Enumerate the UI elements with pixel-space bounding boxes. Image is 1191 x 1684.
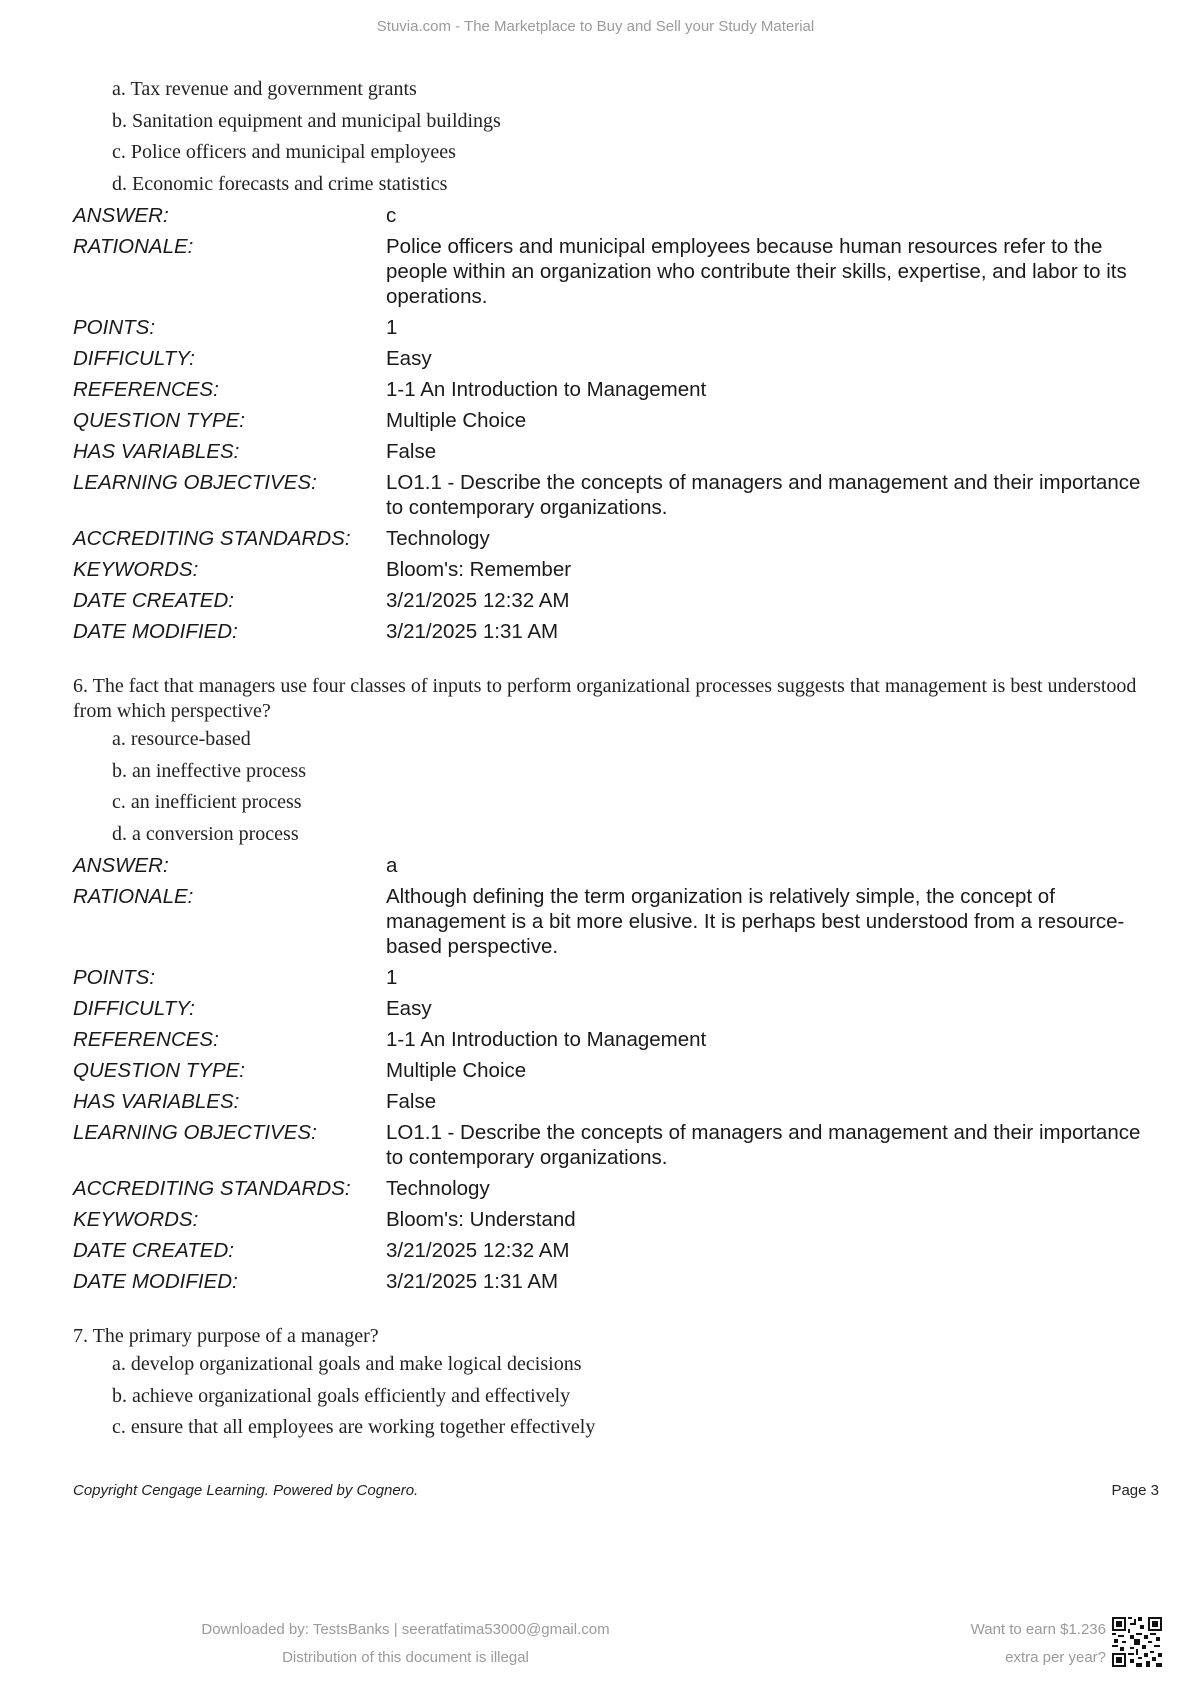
learning-objectives-value: LO1.1 - Describe the concepts of managers and management and their importance to contemporary organizations. xyxy=(386,1121,1141,1169)
date-modified-label: DATE MODIFIED: xyxy=(73,1270,238,1293)
accrediting-standards-value: Technology xyxy=(386,527,490,550)
table-row xyxy=(73,1235,1153,1266)
table-row xyxy=(73,312,1153,343)
has-variables-value: False xyxy=(386,440,437,463)
accrediting-standards-label: ACCREDITING STANDARDS: xyxy=(73,527,351,550)
table-row xyxy=(73,1266,1153,1297)
keywords-value: Bloom's: Understand xyxy=(386,1208,576,1231)
table-row xyxy=(73,405,1153,436)
earn-promo-line2[interactable]: extra per year? xyxy=(1005,1649,1106,1666)
list-item: b. Sanitation equipment and municipal buildings xyxy=(112,109,501,132)
keywords-label: KEYWORDS: xyxy=(73,1208,199,1231)
table-row xyxy=(73,616,1153,647)
table-row xyxy=(73,1055,1153,1086)
table-row xyxy=(73,200,1153,231)
references-label: REFERENCES: xyxy=(73,378,219,401)
rationale-label: RATIONALE: xyxy=(73,235,194,258)
date-modified-label: DATE MODIFIED: xyxy=(73,620,238,643)
accrediting-standards-value: Technology xyxy=(386,1177,490,1200)
table-row xyxy=(73,374,1153,405)
watermark-header: Stuvia.com - The Marketplace to Buy and Sell your Study Material xyxy=(376,18,815,35)
points-value: 1 xyxy=(386,316,398,339)
list-item: b. an ineffective process xyxy=(112,759,306,782)
table-row xyxy=(73,881,1153,962)
page-content xyxy=(73,74,1153,1444)
date-created-label: DATE CREATED: xyxy=(73,1239,234,1262)
difficulty-value: Easy xyxy=(386,997,432,1020)
table-row xyxy=(73,1173,1153,1204)
page-number: Page 3 xyxy=(1111,1482,1159,1499)
distribution-notice: Distribution of this document is illegal xyxy=(282,1649,529,1666)
list-item: a. resource-based xyxy=(112,728,251,750)
earn-promo-line1[interactable]: Want to earn $1.236 xyxy=(970,1621,1106,1638)
references-value: 1-1 An Introduction to Management xyxy=(386,378,707,401)
points-label: POINTS: xyxy=(73,966,156,989)
q6-metadata-table xyxy=(73,850,1153,1297)
accrediting-standards-label: ACCREDITING STANDARDS: xyxy=(73,1177,351,1200)
q7-options xyxy=(112,1349,1153,1444)
downloaded-by-text: Downloaded by: TestsBanks | seeratfatima53000@gmail.com xyxy=(201,1621,610,1638)
has-variables-label: HAS VARIABLES: xyxy=(73,440,240,463)
table-row xyxy=(73,993,1153,1024)
table-row xyxy=(73,554,1153,585)
date-created-value: 3/21/2025 12:32 AM xyxy=(386,589,570,612)
table-row xyxy=(73,1204,1153,1235)
rationale-value: Police officers and municipal employees because human resources refer to the people within an organization who contribute their skills, expertise, and labor to its operations. xyxy=(386,235,1127,308)
points-value: 1 xyxy=(386,966,398,989)
learning-objectives-value: LO1.1 - Describe the concepts of managers and management and their importance to contemporary organizations. xyxy=(386,471,1141,519)
q6-options xyxy=(112,724,1153,850)
date-modified-value: 3/21/2025 1:31 AM xyxy=(386,620,559,643)
table-row xyxy=(73,523,1153,554)
answer-label: ANSWER: xyxy=(73,854,169,877)
question-type-value: Multiple Choice xyxy=(386,1059,527,1082)
rationale-label: RATIONALE: xyxy=(73,885,194,908)
has-variables-value: False xyxy=(386,1090,437,1113)
difficulty-label: DIFFICULTY: xyxy=(73,347,195,370)
list-item: b. achieve organizational goals efficiently and effectively xyxy=(112,1384,571,1407)
table-row xyxy=(73,585,1153,616)
question-7-text: 7. The primary purpose of a manager? xyxy=(73,1325,379,1347)
table-row xyxy=(73,231,1153,312)
list-item: c. ensure that all employees are working together effectively xyxy=(112,1416,596,1438)
q5-metadata-table xyxy=(73,200,1153,647)
table-row xyxy=(73,1024,1153,1055)
references-label: REFERENCES: xyxy=(73,1028,219,1051)
answer-value: c xyxy=(386,204,397,227)
learning-objectives-label: LEARNING OBJECTIVES: xyxy=(73,471,317,494)
keywords-label: KEYWORDS: xyxy=(73,558,199,581)
question-type-value: Multiple Choice xyxy=(386,409,527,432)
qr-code-icon[interactable] xyxy=(1112,1617,1162,1667)
copyright-text: Copyright Cengage Learning. Powered by Cognero. xyxy=(73,1482,419,1499)
question-type-label: QUESTION TYPE: xyxy=(73,1059,245,1082)
difficulty-label: DIFFICULTY: xyxy=(73,997,195,1020)
table-row xyxy=(73,962,1153,993)
list-item: c. an inefficient process xyxy=(112,791,302,813)
date-created-label: DATE CREATED: xyxy=(73,589,234,612)
table-row xyxy=(73,343,1153,374)
references-value: 1-1 An Introduction to Management xyxy=(386,1028,707,1051)
list-item: a. develop organizational goals and make logical decisions xyxy=(112,1353,582,1375)
answer-value: a xyxy=(386,854,398,877)
question-type-label: QUESTION TYPE: xyxy=(73,409,245,432)
table-row xyxy=(73,1117,1153,1173)
table-row xyxy=(73,850,1153,881)
list-item: c. Police officers and municipal employees xyxy=(112,141,456,163)
date-created-value: 3/21/2025 12:32 AM xyxy=(386,1239,570,1262)
points-label: POINTS: xyxy=(73,316,156,339)
table-row xyxy=(73,467,1153,523)
rationale-value: Although defining the term organization is relatively simple, the concept of management is a bit more elusive. It is perhaps best understood from a resource-based perspective. xyxy=(386,885,1125,958)
list-item: a. Tax revenue and government grants xyxy=(112,78,417,100)
question-6-text: 6. The fact that managers use four classes of inputs to perform organizational processes suggests that management is best understood from which perspective? xyxy=(73,675,1137,722)
date-modified-value: 3/21/2025 1:31 AM xyxy=(386,1270,559,1293)
list-item: d. Economic forecasts and crime statistics xyxy=(112,172,448,195)
learning-objectives-label: LEARNING OBJECTIVES: xyxy=(73,1121,317,1144)
table-row xyxy=(73,1086,1153,1117)
list-item: d. a conversion process xyxy=(112,822,299,845)
has-variables-label: HAS VARIABLES: xyxy=(73,1090,240,1113)
difficulty-value: Easy xyxy=(386,347,432,370)
q5-options xyxy=(112,74,1153,200)
keywords-value: Bloom's: Remember xyxy=(386,558,572,581)
table-row xyxy=(73,436,1153,467)
answer-label: ANSWER: xyxy=(73,204,169,227)
